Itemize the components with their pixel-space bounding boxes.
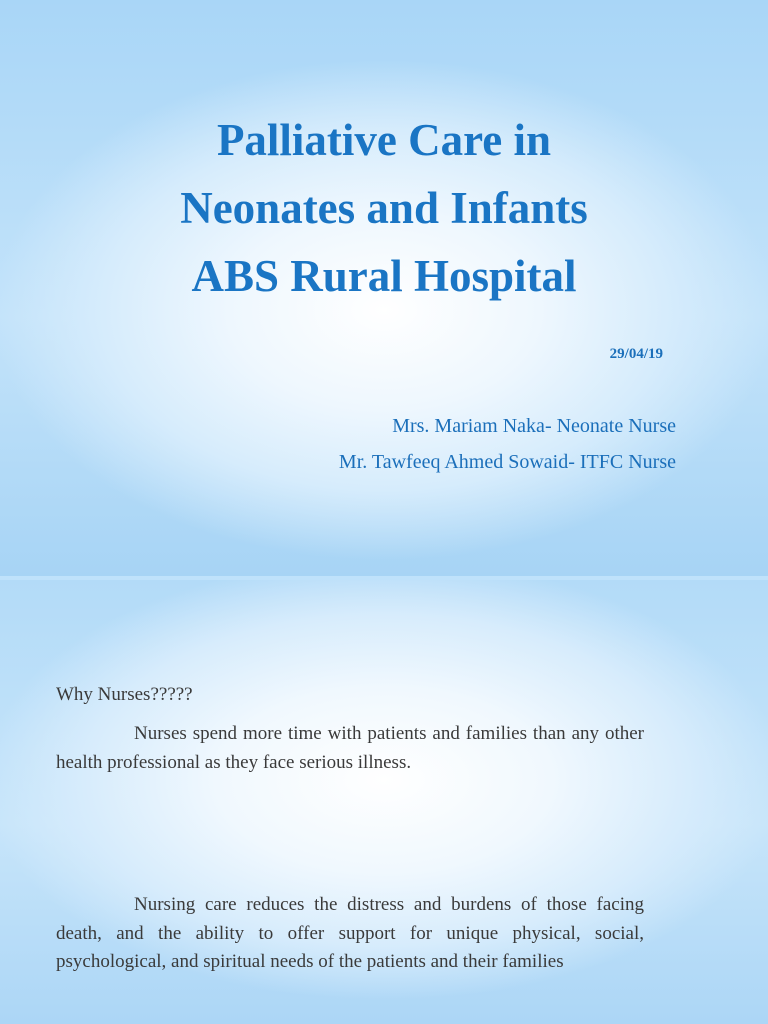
slide-title xyxy=(0,106,768,310)
presentation-date: 29/04/19 xyxy=(609,346,663,362)
author-2: Mr. Tawfeeq Ahmed Sowaid- ITFC Nurse xyxy=(338,451,676,473)
author-list xyxy=(339,408,676,480)
paragraph-2: Nursing care reduces the distress and burdens of those facing death, and the ability to offer support for unique physical, social, psychological, and spiritual needs of the patients and their families xyxy=(56,894,644,972)
content-slide xyxy=(0,580,768,1024)
title-line-3: ABS Rural Hospital xyxy=(191,251,577,301)
section-heading: Why Nurses????? xyxy=(56,684,193,705)
author-1: Mrs. Mariam Naka- Neonate Nurse xyxy=(392,415,676,437)
title-line-1: Palliative Care in xyxy=(216,115,552,165)
title-line-2: Neonates and Infants xyxy=(180,183,588,233)
paragraph-1: Nurses spend more time with patients and families than any other health professional as they face serious illness. xyxy=(56,723,644,773)
